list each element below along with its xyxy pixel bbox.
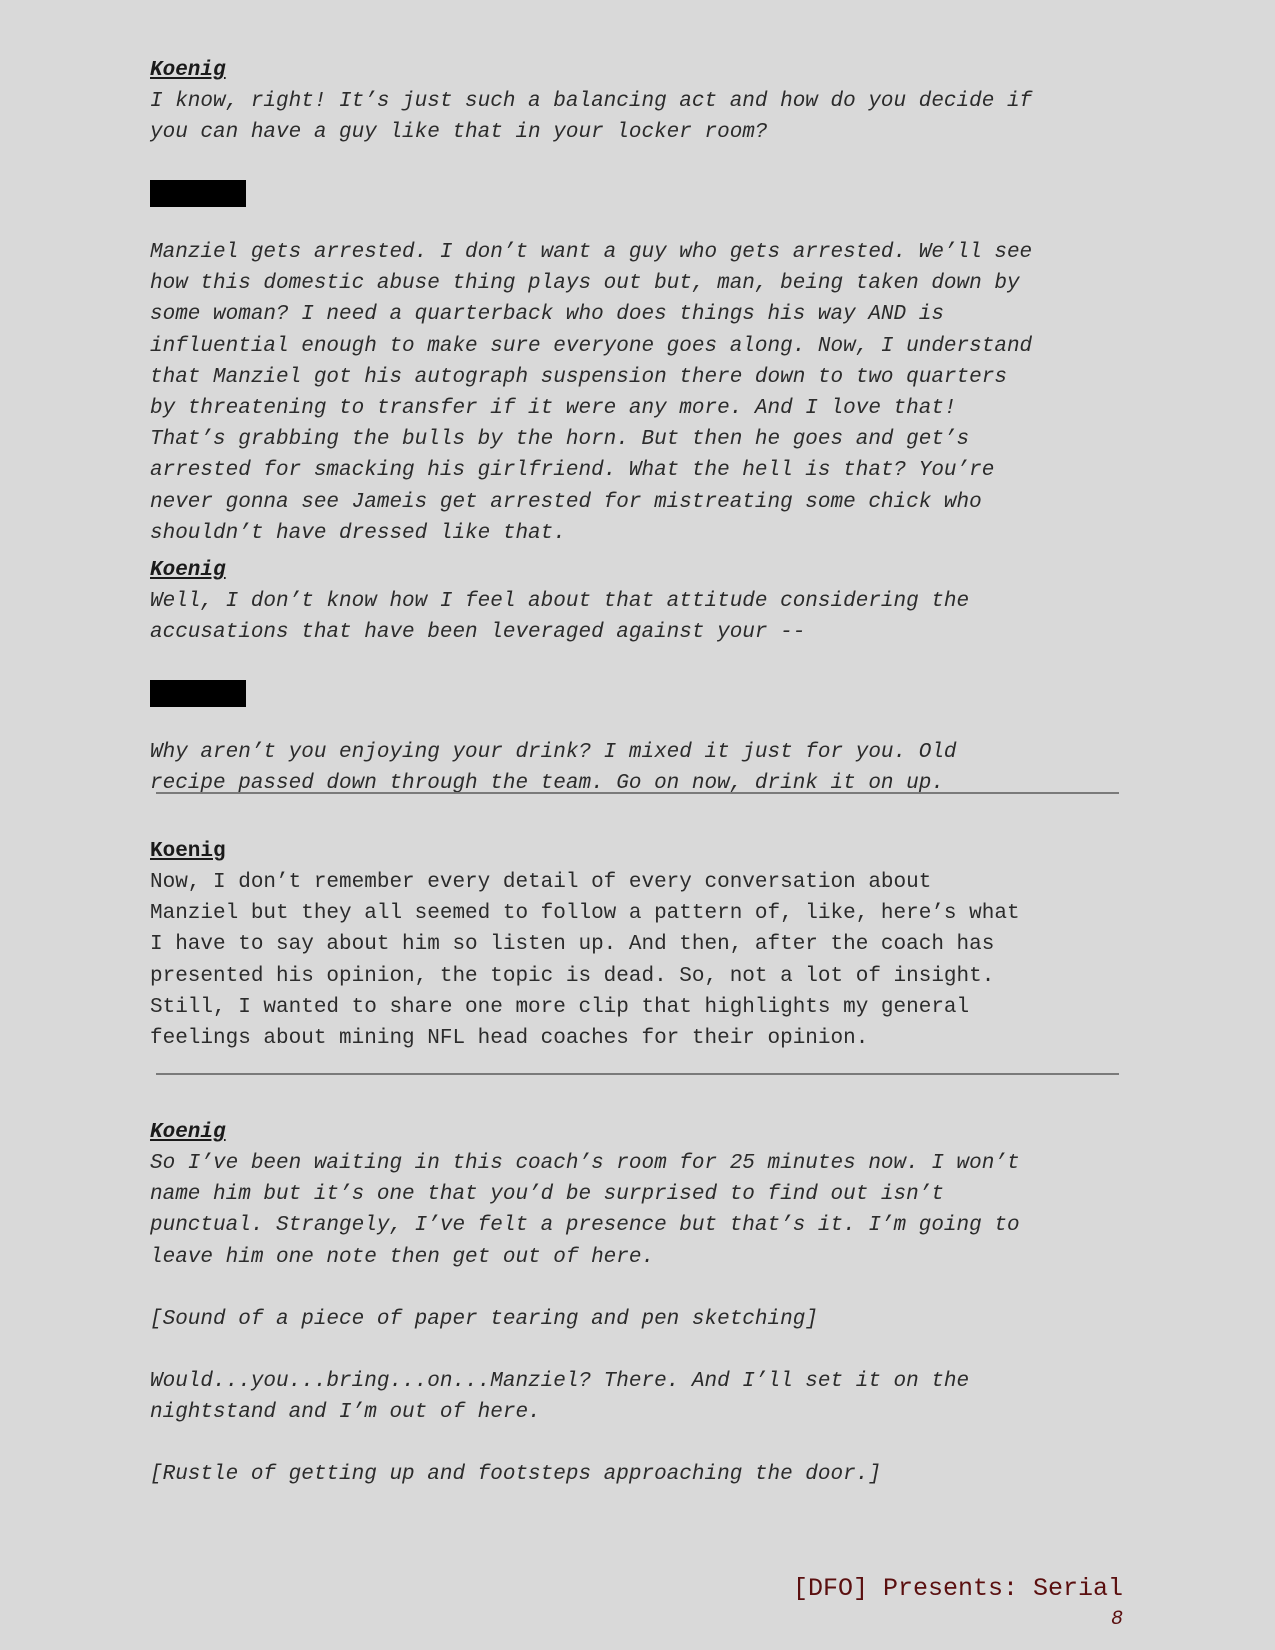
dialogue-line: by threatening to transfer if it were any more. And I love that! (150, 397, 957, 421)
page-number: 8 (1110, 1608, 1123, 1631)
dialogue-line: I know, right! It’s just such a balancing act and how do you decide if (150, 90, 1033, 113)
dialogue-line: That’s grabbing the bulls by the horn. But then he goes and get’s (150, 428, 970, 452)
dialogue-line: nightstand and I’m out of here. (150, 1401, 541, 1425)
dialogue-entry (150, 178, 1130, 549)
dialogue-line: influential enough to make sure everyone goes along. Now, I understand (150, 334, 1033, 358)
redacted-speaker-name (150, 180, 246, 207)
dialogue-line: leave him one note then get out of here. (150, 1245, 655, 1269)
speaker-name: Koenig (150, 840, 226, 863)
speaker-name: Koenig (150, 1121, 226, 1144)
dialogue-line: Why aren’t you enjoying your drink? I mixed it just for you. Old (150, 741, 957, 764)
narration-entry (150, 836, 1130, 1054)
dialogue-line: never gonna see Jameis get arrested for mistreating some chick who (150, 490, 982, 514)
dialogue-line: punctual. Strangely, I’ve felt a presence but that’s it. I’m going to (150, 1214, 1020, 1238)
narration-line: feelings about mining NFL head coaches for their opinion. (150, 1027, 869, 1051)
stage-direction: [Sound of a piece of paper tearing and pen sketching] (150, 1307, 818, 1331)
speaker-name: Koenig (150, 559, 226, 582)
narration-line: Now, I don’t remember every detail of every conversation about (150, 871, 932, 894)
dialogue-entry (150, 55, 1130, 148)
dialogue-entry (150, 678, 1130, 799)
dialogue-line: some woman? I need a quarterback who does things his way AND is (150, 303, 944, 327)
section-divider (156, 792, 1119, 794)
narration-line: Still, I wanted to share one more clip that highlights my general (150, 995, 970, 1019)
dialogue-line: Well, I don’t know how I feel about that attitude considering the (150, 590, 970, 613)
speaker-name: Koenig (150, 59, 226, 82)
dialogue-line: arrested for smacking his girlfriend. What the hell is that? You’re (150, 459, 995, 483)
dialogue-line: So I’ve been waiting in this coach’s room for 25 minutes now. I won’t (150, 1152, 1020, 1175)
redacted-speaker-name (150, 680, 246, 707)
dialogue-entry (150, 555, 1130, 648)
footer-title: [DFO] Presents: Serial (792, 1574, 1123, 1603)
dialogue-line: Would...you...bring...on...Manziel? There. And I’ll set it on the (150, 1370, 970, 1394)
dialogue-line: Manziel gets arrested. I don’t want a guy who gets arrested. We’ll see (150, 241, 1033, 264)
dialogue-line: shouldn’t have dressed like that. (150, 521, 566, 545)
dialogue-entry (150, 1117, 1130, 1491)
narration-line: presented his opinion, the topic is dead. So, not a lot of insight. (150, 964, 995, 988)
dialogue-line: name him but it’s one that you’d be surprised to find out isn’t (150, 1183, 944, 1207)
stage-direction: [Rustle of getting up and footsteps approaching the door.] (150, 1463, 881, 1487)
dialogue-line: that Manziel got his autograph suspension there down to two quarters (150, 365, 1007, 389)
narration-line: Manziel but they all seemed to follow a pattern of, like, here’s what (150, 902, 1020, 926)
narration-line: I have to say about him so listen up. And then, after the coach has (150, 933, 995, 957)
section-divider (156, 1073, 1119, 1075)
dialogue-line: how this domestic abuse thing plays out but, man, being taken down by (150, 272, 1020, 296)
dialogue-line: accusations that have been leveraged against your -- (150, 621, 806, 645)
dialogue-line: recipe passed down through the team. Go on now, drink it on up. (150, 772, 944, 796)
dialogue-line: you can have a guy like that in your locker room? (150, 121, 768, 145)
